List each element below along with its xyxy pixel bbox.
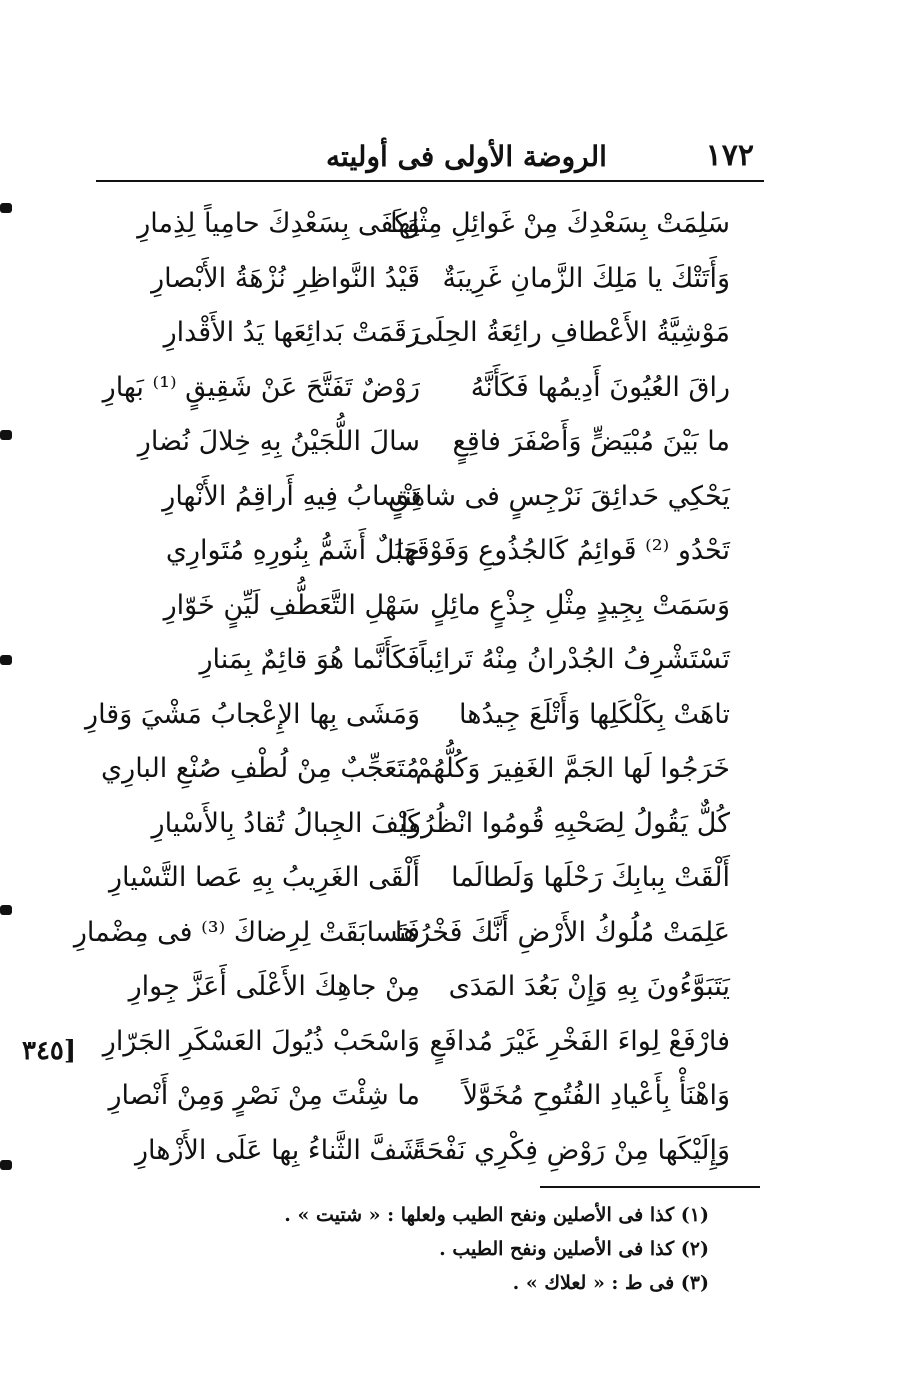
- verse-second-hemistich: مِنْ جاهِكَ الأَعْلَى أَعَزَّ جِوارِ: [128, 971, 420, 1002]
- verse-second-hemistich: فَتَسابَقَتْ لِرِضاكَ ⁽³⁾ فى مِضْمارِ: [73, 916, 420, 948]
- verse: [101, 745, 730, 800]
- verse-second-hemistich: مُتَعَجِّبٌ مِنْ لُطْفِ صُنْعِ البارِي: [101, 753, 420, 784]
- verse: [130, 309, 730, 364]
- verse-first-hemistich: تَسْتَشْرِفُ الجُدْرانُ مِنْهُ تَرائِباً: [418, 644, 730, 675]
- scan-edge-mark: [0, 905, 12, 915]
- verse-second-hemistich: جَبَلٌ أَشَمُّ بِنُورِهِ مُتَوارِي: [165, 535, 420, 566]
- verse-second-hemistich: أَلْقَى الغَرِيبُ بِهِ عَصا التَّسْيارِ: [108, 862, 420, 893]
- page-header: [96, 138, 764, 178]
- verse: [130, 255, 730, 310]
- verse-first-hemistich: مَوْشِيَّةُ الأَعْطافِ رائِعَةُ الحِلَى: [413, 317, 730, 348]
- verse-first-hemistich: أَلْقَتْ بِبابِكَ رَحْلَها وَلَطالَما: [451, 862, 730, 893]
- verse-first-hemistich: وَإِلَيْكَها مِنْ رَوْضِ فِكْرِي نَفْحَةً: [412, 1134, 730, 1166]
- footnotes: [109, 1198, 709, 1300]
- verse-second-hemistich: رَوْضٌ تَفَتَّحَ عَنْ شَقِيقٍ ⁽¹⁾ بَهارِ: [102, 371, 420, 403]
- verse-second-hemistich: سالَ اللُّجَيْنُ بِهِ خِلالَ نُضارِ: [137, 426, 420, 457]
- verse-first-hemistich: وَسَمَتْ بِجِيدٍ مِثْلِ جِذْعٍ مائِلٍ: [429, 589, 730, 621]
- verse: [130, 1127, 730, 1182]
- verse: [130, 636, 730, 691]
- verse-first-hemistich: سَلِمَتْ بِسَعْدِكَ مِنْ غَوائِلِ مِثْلِها: [390, 208, 730, 239]
- verse-second-hemistich: وَاسْحَبْ ذُيُولَ العَسْكَرِ الجَرّارِ: [102, 1025, 420, 1057]
- verse-second-hemistich: شَفَّ الثَّناءُ بِها عَلَى الأَزْهارِ: [134, 1134, 420, 1166]
- margin-page-marker: [٣٤٥: [22, 1036, 77, 1066]
- scan-edge-mark: [0, 1160, 12, 1170]
- verse: [85, 691, 730, 746]
- verse-first-hemistich: كُلٌّ يَقُولُ لِصَحْبِهِ قُومُوا انْظُرُوا: [400, 807, 730, 839]
- verse: [108, 1072, 730, 1127]
- verse-first-hemistich: خَرَجُوا لَها الجَمَّ الغَفِيرَ وَكُلُّهُمْ: [415, 753, 730, 784]
- footnote: (٣) فى ط : « لعلاك » .: [512, 1272, 709, 1294]
- verse: [130, 582, 730, 637]
- verse-second-hemistich: رَقَمَتْ بَدائِعَها يَدُ الأَقْدارِ: [163, 317, 420, 348]
- verse-first-hemistich: وَاهْنَأْ بِأَعْيادِ الفُتُوحِ مُخَوَّلاً: [462, 1080, 730, 1111]
- verse-first-hemistich: تَحْدُو ⁽²⁾ قَوائِمُ كَالجُذُوعِ وَفَوْقَها: [396, 535, 730, 566]
- footnote: (٢) كذا فى الأصلين ونفح الطيب .: [439, 1238, 709, 1260]
- running-title: الروضة الأولى فى أوليته: [326, 140, 607, 173]
- footnote: (١) كذا فى الأصلين ونفح الطيب ولعلها : « شتيت » .: [284, 1204, 709, 1226]
- verse-second-hemistich: قَيْدُ النَّواظِرِ نُزْهَةُ الأَبْصارِ: [151, 262, 420, 294]
- verse: [130, 200, 730, 255]
- verse-second-hemistich: ما شِئْتَ مِنْ نَصْرٍ وَمِنْ أَنْصارِ: [108, 1080, 420, 1111]
- verse-first-hemistich: تاهَتْ بِكَلْكَلِها وَأَتْلَعَ جِيدُها: [459, 698, 730, 730]
- verse-second-hemistich: كَيْفَ الجِبالُ تُقادُ بِالأَسْيارِ: [151, 807, 420, 839]
- verse: [130, 527, 730, 582]
- verse: [108, 854, 730, 909]
- verse-second-hemistich: سَهْلِ التَّعَطُّفِ لَيِّنٍ خَوّارِ: [163, 589, 420, 621]
- verse-second-hemistich: وَمَشَى بِها الإِعْجابُ مَشْيَ وَقارِ: [85, 698, 420, 730]
- verse: [130, 418, 730, 473]
- poem: [73, 200, 730, 1181]
- verse: [102, 1018, 730, 1073]
- verse: [102, 364, 730, 419]
- header-rule: [96, 180, 764, 182]
- page-number: ١٧٢: [705, 138, 754, 173]
- verse: [130, 963, 730, 1018]
- verse-first-hemistich: يَحْكِي حَدائِقَ نَرْجِسٍ فى شاهِقٍ: [388, 480, 730, 512]
- verse-first-hemistich: فارْفَعْ لِواءَ الفَخْرِ غَيْرَ مُدافَعٍ: [429, 1025, 730, 1057]
- scan-edge-mark: [0, 655, 12, 665]
- verse-first-hemistich: راقَ العُيُونَ أَدِيمُها فَكَأَنَّهُ: [470, 371, 730, 403]
- verse: [130, 800, 730, 855]
- verse: [73, 909, 730, 964]
- verse-first-hemistich: عَلِمَتْ مُلُوكُ الأَرْضِ أَنَّكَ فَخْرُها: [394, 916, 730, 948]
- footnote-rule: [540, 1186, 760, 1188]
- scan-edge-mark: [0, 430, 12, 440]
- verse-first-hemistich: ما بَيْنَ مُبْيَضٍّ وَأَصْفَرَ فاقِعٍ: [452, 426, 730, 457]
- verse: [130, 473, 730, 528]
- scan-edge-mark: [0, 203, 12, 213]
- verse-second-hemistich: وَكَفَى بِسَعْدِكَ حامِياً لِذِمارِ: [137, 208, 420, 239]
- verse-second-hemistich: تَنْسابُ فِيهِ أَراقِمُ الأَنْهارِ: [162, 480, 420, 512]
- verse-second-hemistich: فَكَأَنَّما هُوَ قائِمٌ بِمَنارِ: [199, 644, 420, 675]
- verse-first-hemistich: وَأَتَتْكَ يا مَلِكَ الزَّمانِ غَرِيبَةٌ: [442, 262, 730, 294]
- verse-first-hemistich: يَتَبَوَّءُونَ بِهِ وَإِنْ بَعُدَ المَدَى: [448, 971, 730, 1002]
